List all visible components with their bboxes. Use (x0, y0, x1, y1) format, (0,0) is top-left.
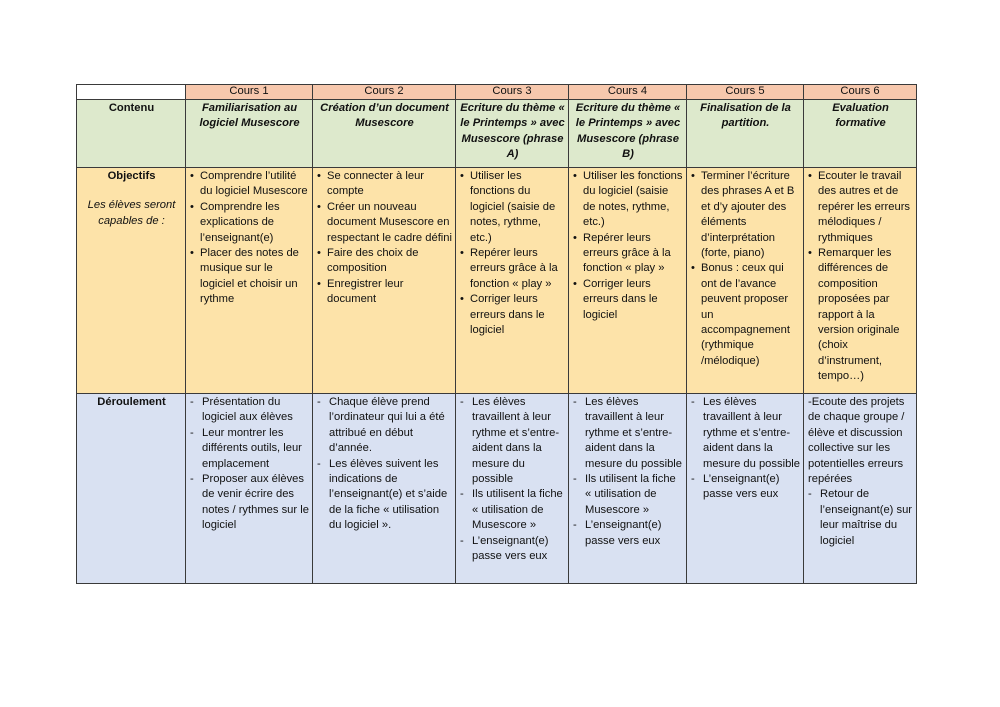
objective-item: • Enregistrer leur document (317, 277, 452, 308)
course-header: Cours 1 (186, 85, 313, 100)
objective-item: • Utiliser les fonctions du logiciel (saisie de notes, rythme, etc.) (460, 169, 565, 246)
objectifs-cell (313, 168, 456, 394)
step-item: - Ils utilisent la fiche « utilisation de Musescore » (573, 472, 683, 518)
objectifs-sublabel: Les élèves seront capables de : (87, 199, 176, 227)
step-item: - Proposer aux élèves de venir écrire des notes / rythmes sur le logiciel (190, 472, 309, 534)
objectifs-cell (186, 168, 313, 394)
objective-item: • Placer des notes de musique sur le logiciel et choisir un rythme (190, 246, 309, 308)
course-header: Cours 2 (313, 85, 456, 100)
course-header: Cours 3 (456, 85, 569, 100)
objectifs-cell (804, 168, 917, 394)
objective-item: • Corriger leurs erreurs dans le logiciel (460, 292, 565, 338)
contenu-cell: Evaluation formative (804, 100, 917, 168)
step-item: - Les élèves travaillent à leur rythme et s’entre-aident dans la mesure du possible (691, 395, 800, 472)
objective-item: • Comprendre l’utilité du logiciel Musescore (190, 169, 309, 200)
deroulement-cell (313, 394, 456, 584)
step-item: - L’enseignant(e) passe vers eux (691, 472, 800, 503)
objective-item: • Utiliser les fonctions du logiciel (saisie de notes, rythme, etc.) (573, 169, 683, 231)
row-label-deroulement: Déroulement (77, 394, 186, 584)
objective-item: • Faire des choix de composition (317, 246, 452, 277)
objectifs-cell (569, 168, 687, 394)
step-item: - Leur montrer les différents outils, leur emplacement (190, 426, 309, 472)
objective-item: • Bonus : ceux qui ont de l’avance peuvent proposer un accompagnement (rythmique /mélodique) (691, 261, 800, 369)
step-item: - Retour de l’enseignant(e) sur leur maîtrise du logiciel (808, 487, 913, 549)
contenu-cell: Finalisation de la partition. (687, 100, 804, 168)
course-header: Cours 6 (804, 85, 917, 100)
step-item: - Les élèves travaillent à leur rythme et s’entre-aident dans la mesure du possible (573, 395, 683, 472)
deroulement-cell (186, 394, 313, 584)
step-item: - Les élèves suivent les indications de l’enseignant(e) et s’aide de la fiche « utilisation du logiciel ». (317, 457, 452, 534)
objective-item: • Repérer leurs erreurs grâce à la fonction « play » (460, 246, 565, 292)
step-item: - L’enseignant(e) passe vers eux (573, 518, 683, 549)
contenu-row (77, 100, 917, 168)
row-label-objectifs (77, 168, 186, 394)
objectifs-cell (687, 168, 804, 394)
objective-item: • Comprendre les explications de l’enseignant(e) (190, 200, 309, 246)
deroulement-row (77, 394, 917, 584)
header-blank-cell (77, 85, 186, 100)
contenu-cell: Ecriture du thème « le Printemps » avec Musescore (phrase A) (456, 100, 569, 168)
objective-item: • Créer un nouveau document Musescore en respectant le cadre défini (317, 200, 452, 246)
objective-item: • Se connecter à leur compte (317, 169, 452, 200)
contenu-cell: Familiarisation au logiciel Musescore (186, 100, 313, 168)
objective-item: • Repérer leurs erreurs grâce à la fonction « play » (573, 231, 683, 277)
lesson-plan-table (76, 84, 917, 584)
step-item: - Les élèves travaillent à leur rythme et s’entre-aident dans la mesure du possible (460, 395, 565, 487)
step-item: - L’enseignant(e) passe vers eux (460, 534, 565, 565)
contenu-cell: Ecriture du thème « le Printemps » avec Musescore (phrase B) (569, 100, 687, 168)
course-header: Cours 4 (569, 85, 687, 100)
row-label-contenu: Contenu (77, 100, 186, 168)
step-item: - Chaque élève prend l’ordinateur qui lui a été attribué en début d’année. (317, 395, 452, 457)
objective-item: • Ecouter le travail des autres et de repérer les erreurs mélodiques / rythmiques (808, 169, 913, 246)
objectifs-row (77, 168, 917, 394)
contenu-cell: Création d’un document Musescore (313, 100, 456, 168)
deroulement-cell (569, 394, 687, 584)
objective-item: • Remarquer les différences de composition proposées par rapport à la version originale (choix d’instrument, tempo…) (808, 246, 913, 385)
course-header: Cours 5 (687, 85, 804, 100)
objectifs-cell (456, 168, 569, 394)
step-item: -Ecoute des projets de chaque groupe / élève et discussion collective sur les potentielles erreurs repérées (808, 396, 905, 486)
deroulement-cell (687, 394, 804, 584)
header-row (77, 85, 917, 100)
objective-item: • Corriger leurs erreurs dans le logiciel (573, 277, 683, 323)
objectifs-label: Objectifs (107, 170, 156, 182)
deroulement-cell (456, 394, 569, 584)
step-item: - Présentation du logiciel aux élèves (190, 395, 309, 426)
objective-item: • Terminer l’écriture des phrases A et B et d’y ajouter des éléments d’interprétation (forte, piano) (691, 169, 800, 261)
step-item: - Ils utilisent la fiche « utilisation de Musescore » (460, 487, 565, 533)
deroulement-cell (804, 394, 917, 584)
